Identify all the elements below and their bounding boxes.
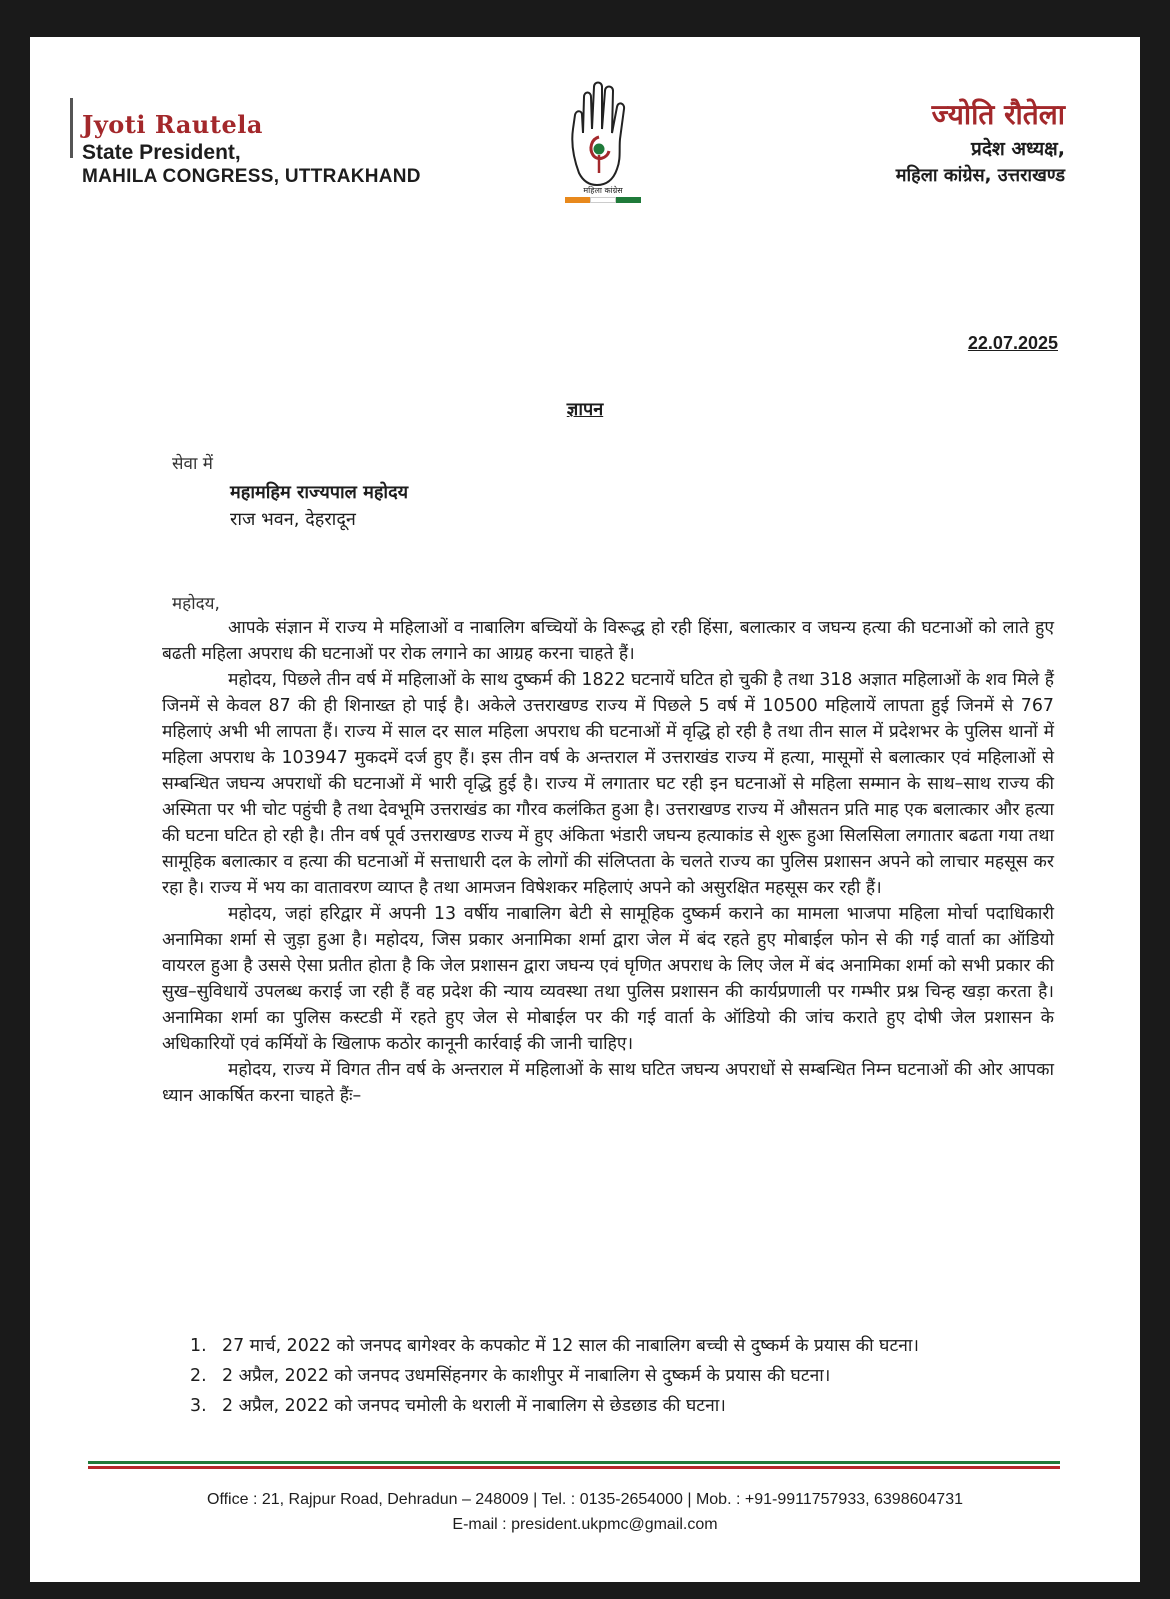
incident-list <box>190 1333 1050 1423</box>
paragraph-incidents-intro: महोदय, राज्य में विगत तीन वर्ष के अन्तराल में महिलाओं के साथ घटित जघन्य अपराधों से सम्बन्धित निम्न घटनाओं की ओर आपका ध्यान आकर्षित करना चाहते हैंः– <box>162 1060 1054 1106</box>
sender-name-hindi: ज्योति रौतेला <box>931 98 1065 131</box>
footer-email-line: E-mail : president.ukpmc@gmail.com <box>452 1516 718 1533</box>
letter-footer <box>30 1487 1140 1537</box>
recipient-address: राज भवन, देहरादून <box>230 509 356 530</box>
letter-page <box>30 37 1140 1582</box>
footer-contact-line: Office : 21, Rajpur Road, Dehradun – 248009 | Tel. : 0135-2654000 | Mob. : +91-9911757933, 6398604731 <box>207 1491 963 1508</box>
letter-body <box>162 615 1054 1109</box>
logo-caption: महिला कांग्रेस <box>583 186 623 195</box>
letter-subject: ज्ञापन <box>566 399 604 420</box>
list-item-number: 3. <box>190 1396 207 1416</box>
footer-rule-green <box>88 1461 1060 1464</box>
letter-date: 22.07.2025 <box>967 333 1058 353</box>
logo-tricolor-strip <box>565 197 641 203</box>
letterhead-right <box>896 95 1065 187</box>
paragraph-haridwar-case: महोदय, जहां हरिद्वार में अपनी 13 वर्षीय नाबालिग बेटी से सामूहिक दुष्कर्म कराने का मामला भाजपा महिला मोर्चा पदाधिकारी अनामिका शर्मा से जुड़ा हुआ है। महोदय, जिस प्रकार अनामिका शर्मा द्वारा जेल में बंद रहते हुए मोबाईल फोन से की गई वार्ता का ऑडियो वायरल हुआ है उससे ऐसा प्रतीत होता है कि जेल प्रशासन द्वारा जघन्य एवं घृणित अपराध के लिए जेल में बंद अनामिका शर्मा को सभी प्रकार की सुख–सुविधायें उपलब्ध कराई जा रही हैं वह प्रदेश की न्याय व्यवस्था तथा पुलिस प्रशासन की कार्यप्रणाली पर गम्भीर प्रश्न चिन्ह खड़ा करता है। अनामिका शर्मा का पुलिस कस्टडी में रहते हुए जेल से मोबाईल पर की गई वार्ता के ऑडियो की जांच कराते हुए दोषी जेल प्रशासन के अधिकारियों एवं कर्मियों के खिलाफ कठोर कानूनी कार्रवाई की जानी चाहिए। <box>162 904 1054 1054</box>
list-item-text: 2 अप्रैल, 2022 को जनपद चमोली के थराली में नाबालिग से छेडछाड की घटना। <box>222 1396 726 1416</box>
letterhead-left <box>82 110 421 188</box>
sender-org-hindi: महिला कांग्रेस, उत्तराखण्ड <box>895 165 1065 186</box>
paragraph-statistics: महोदय, पिछले तीन वर्ष में महिलाओं के साथ दुष्कर्म की 1822 घटनायें घटित हो चुकी है तथा 318 अज्ञात महिलाओं के शव मिले हैं जिनमें से केवल 87 की ही शिनाख्त हो पाई है। अकेले उत्तराखण्ड राज्य में पिछले 5 वर्ष में 10500 महिलायें लापता हुई जिनमें से 767 महिलाएं अभी भी लापता हैं। राज्य में साल दर साल महिला अपराध की घटनाओं में वृद्धि हो रही है तथा तीन साल में प्रदेशभर के पुलिस थानों में महिला अपराध के 103947 मुकदमें दर्ज हुए हैं। इस तीन वर्ष के अन्तराल में उत्तराखंड राज्य में हत्या, मासूमों से बलात्कार एवं महिलाओं से सम्बन्धित जघन्य अपराधों की घटनाओं में भारी वृद्धि हुई है। राज्य में लगातार घट रही इन घटनाओं से महिला सम्मान के साथ–साथ राज्य की अस्मिता पर भी चोट पहुंची है तथा देवभूमि उत्तराखंड का गौरव कलंकित हुआ है। उत्तराखण्ड राज्य में औसतन प्रति माह एक बलात्कार और हत्या की घटना घटित हो रही है। तीन वर्ष पूर्व उत्तराखण्ड राज्य में हुए अंकिता भंडारी जघन्य हत्याकांड से शुरू हुआ सिलसिला लगातार बढता गया तथा सामूहिक बलात्कार व हत्या की घटनाओं में सत्ताधारी दल के लोगों की संलिप्तता के चलते राज्य का पुलिस प्रशासन अपने को लाचार महसूस कर रहा है। राज्य में भय का वातावरण व्याप्त है तथा आमजन विषेशकर महिलाएं अपने को असुरक्षित महसूस कर रही हैं। <box>162 670 1054 898</box>
list-item <box>190 1333 1050 1359</box>
sender-title-english: State President, <box>82 141 241 164</box>
recipient-label: सेवा में <box>172 454 213 474</box>
sender-org-english: MAHILA CONGRESS, UTTRAKHAND <box>82 166 421 187</box>
list-item-number: 2. <box>190 1366 207 1386</box>
footer-rule-red <box>88 1466 1060 1469</box>
salutation: महोदय, <box>172 594 220 614</box>
sender-title-hindi: प्रदेश अध्यक्ष, <box>971 138 1065 160</box>
list-item <box>190 1363 1050 1389</box>
list-item-text: 27 मार्च, 2022 को जनपद बागेश्वर के कपकोट में 12 साल की नाबालिग बच्ची से दुष्कर्म के प्रयास की घटना। <box>222 1336 919 1356</box>
list-item-text: 2 अप्रैल, 2022 को जनपद उधमसिंहनगर के काशीपुर में नाबालिग से दुष्कर्म के प्रयास की घटना। <box>222 1366 831 1386</box>
list-item-number: 1. <box>190 1336 207 1356</box>
letterhead-edge-mark <box>70 98 73 158</box>
list-item <box>190 1393 1050 1419</box>
paragraph-intro: आपके संज्ञान में राज्य मे महिलाओं व नाबालिग बच्चियों के विरूद्ध हो रही हिंसा, बलात्कार व जघन्य हत्या की घटनाओं को लाते हुए बढती महिला अपराध की घटनाओं पर रोक लगाने का आग्रह करना चाहते हैं। <box>162 618 1054 664</box>
sender-name-english: Jyoti Rautela <box>82 110 263 139</box>
recipient-name: महामहिम राज्यपाल महोदय <box>230 482 409 503</box>
